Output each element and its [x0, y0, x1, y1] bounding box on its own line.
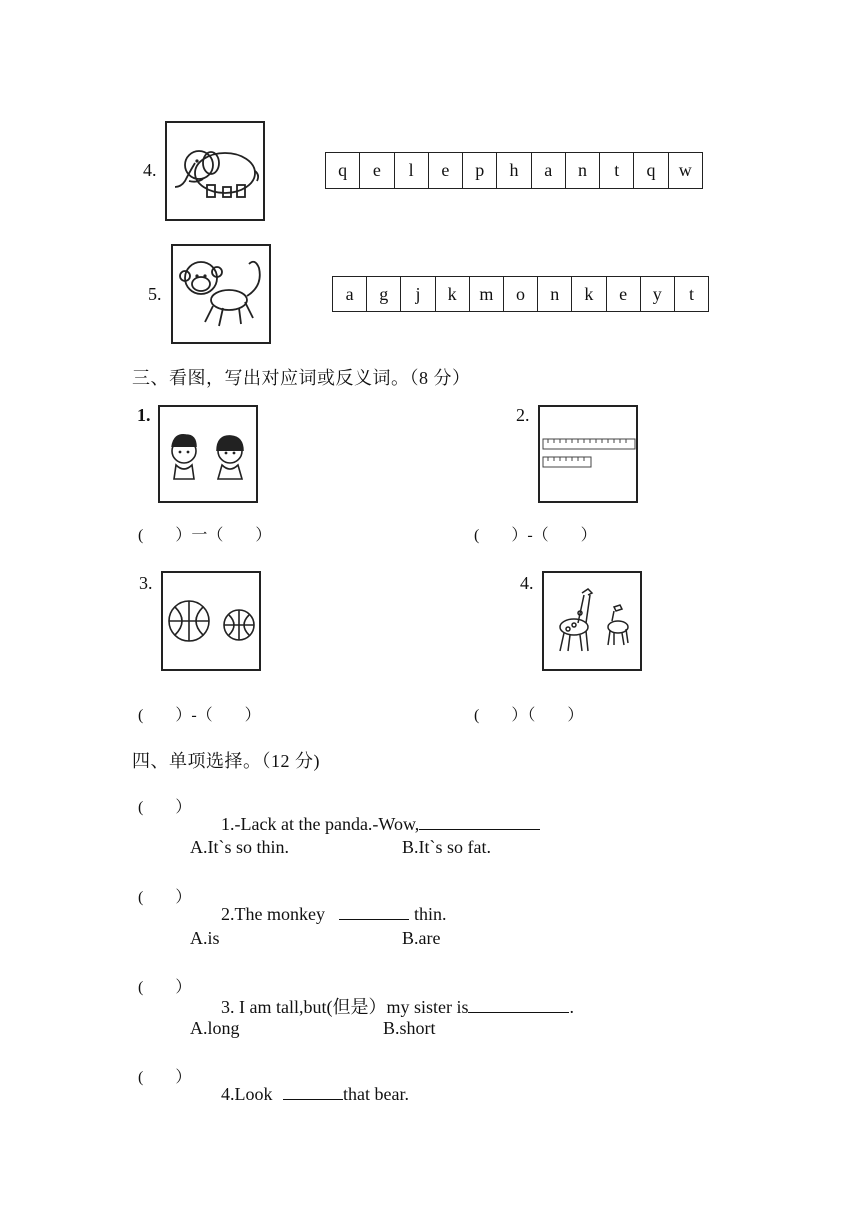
question-text-after: that bear. — [343, 1084, 409, 1104]
balls-picture — [161, 571, 261, 671]
letter-cell[interactable]: o — [504, 277, 538, 311]
answer-blank[interactable]: ( ）一（ ） — [138, 527, 272, 544]
puzzle-number: 4. — [143, 160, 157, 180]
question-text: 2.The monkey — [221, 904, 330, 924]
question-3 — [212, 972, 574, 1019]
rulers-icon — [540, 407, 636, 501]
letter-cell[interactable]: e — [360, 153, 394, 188]
answer-blank[interactable]: ( ）-（ ） — [138, 707, 261, 724]
letter-grid-monkey — [332, 276, 709, 312]
letter-cell[interactable]: m — [470, 277, 504, 311]
question-text: 4.Look — [221, 1084, 277, 1104]
answer-paren[interactable]: ( ） — [138, 979, 192, 996]
letter-cell[interactable]: g — [367, 277, 401, 311]
elephant-icon — [167, 123, 263, 219]
answer-paren[interactable]: ( ） — [138, 889, 192, 906]
basketballs-icon — [163, 573, 259, 669]
item-number: 2. — [516, 405, 530, 425]
letter-cell[interactable]: k — [572, 277, 606, 311]
rulers-picture — [538, 405, 638, 503]
giraffe-and-deer-icon — [544, 573, 640, 669]
letter-cell[interactable]: a — [333, 277, 367, 311]
monkey-icon — [173, 246, 269, 342]
fill-blank[interactable] — [419, 813, 540, 830]
letter-cell[interactable]: j — [401, 277, 435, 311]
section-4-heading: 四、单项选择。（12 分) — [132, 751, 320, 771]
fill-blank[interactable] — [468, 996, 569, 1013]
item-number: 1. — [137, 405, 151, 425]
letter-cell[interactable]: y — [641, 277, 675, 311]
item-number: 3. — [139, 573, 153, 593]
answer-paren[interactable]: ( ） — [138, 1069, 192, 1086]
option-a[interactable]: A.long — [190, 1018, 240, 1038]
answer-blank[interactable]: ( ）-（ ） — [474, 527, 597, 544]
giraffe-deer-picture — [542, 571, 642, 671]
question-text: 3. I am tall,but(但是）my sister is — [221, 997, 469, 1017]
section-3-heading: 三、看图，写出对应词或反义词。（8 分） — [132, 368, 471, 388]
boy-girl-picture — [158, 405, 258, 503]
question-text: 1.-Lack at the panda.-Wow, — [221, 814, 420, 834]
letter-cell[interactable]: n — [538, 277, 572, 311]
question-text-after: . — [569, 997, 574, 1017]
question-4 — [212, 1062, 409, 1105]
option-b[interactable]: B.are — [402, 928, 441, 948]
fill-blank[interactable] — [283, 1083, 343, 1100]
option-b[interactable]: B.short — [383, 1018, 436, 1038]
boy-and-girl-icon — [160, 407, 256, 501]
option-a[interactable]: A.is — [190, 928, 220, 948]
letter-cell[interactable]: n — [566, 153, 600, 188]
answer-blank[interactable]: ( ）（ ） — [474, 707, 584, 724]
letter-cell[interactable]: p — [463, 153, 497, 188]
monkey-picture — [171, 244, 271, 344]
letter-cell[interactable]: h — [497, 153, 531, 188]
letter-cell[interactable]: e — [607, 277, 641, 311]
letter-cell[interactable]: q — [326, 153, 360, 188]
letter-cell[interactable]: l — [395, 153, 429, 188]
option-b[interactable]: B.It`s so fat. — [402, 837, 491, 857]
question-2 — [212, 882, 447, 925]
letter-cell[interactable]: t — [600, 153, 634, 188]
letter-cell[interactable]: a — [532, 153, 566, 188]
answer-paren[interactable]: ( ） — [138, 799, 192, 816]
question-text-after: thin. — [409, 904, 447, 924]
option-a[interactable]: A.It`s so thin. — [190, 837, 289, 857]
letter-cell[interactable]: e — [429, 153, 463, 188]
letter-grid-elephant — [325, 152, 703, 189]
elephant-picture — [165, 121, 265, 221]
item-number: 4. — [520, 573, 534, 593]
letter-cell[interactable]: k — [436, 277, 470, 311]
letter-cell[interactable]: t — [688, 283, 694, 304]
letter-cell[interactable]: w — [678, 160, 692, 180]
fill-blank[interactable] — [339, 903, 409, 920]
puzzle-number: 5. — [148, 284, 162, 304]
question-1 — [212, 792, 540, 835]
letter-cell[interactable]: q — [634, 153, 668, 188]
